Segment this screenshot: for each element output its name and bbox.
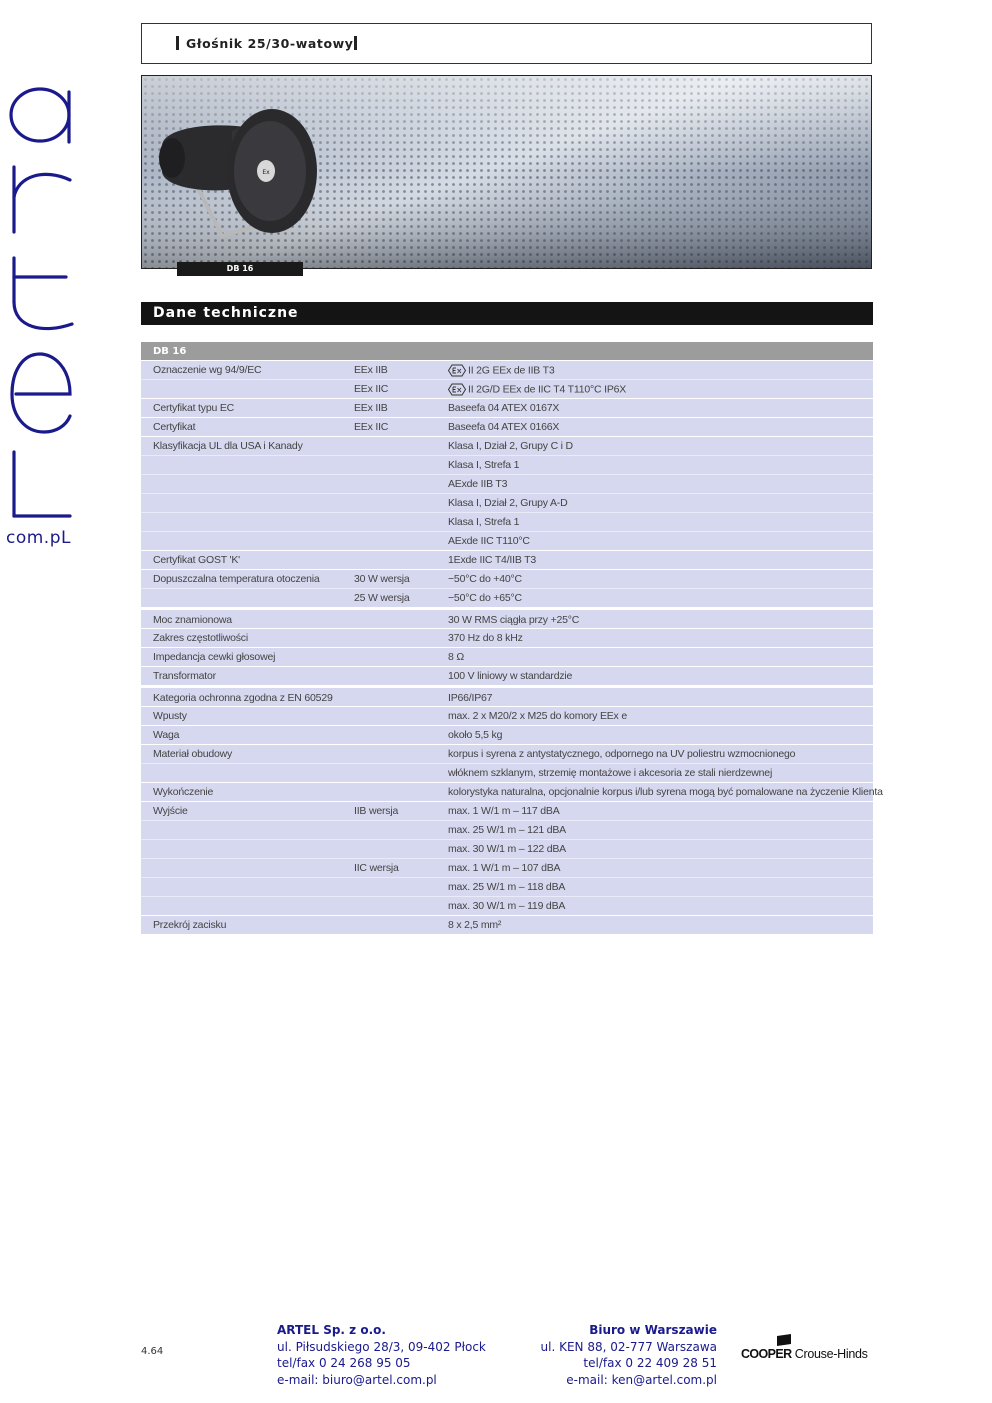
table-row xyxy=(141,647,873,666)
table-row xyxy=(141,820,873,839)
row-value: −50°C do +40°C xyxy=(448,573,522,585)
row-variant: EEx IIB xyxy=(354,364,388,376)
logo-domain: com.pL xyxy=(6,528,71,548)
crouse-hinds-wordmark: Crouse-Hinds xyxy=(791,1347,868,1361)
row-variant: EEx IIB xyxy=(354,402,388,414)
row-value: włóknem szklanym, strzemię montażowe i akcesoria ze stali nierdzewnej xyxy=(448,767,773,779)
table-row xyxy=(141,436,873,455)
table-row xyxy=(141,360,873,379)
row-value: max. 25 W/1 m – 118 dBA xyxy=(448,881,566,893)
table-row xyxy=(141,455,873,474)
spec-table xyxy=(141,342,883,934)
row-value xyxy=(448,383,626,396)
row-label: Certyfikat GOST 'K' xyxy=(153,554,240,566)
row-value: 8 Ω xyxy=(448,651,465,663)
row-label: Kategoria ochronna zgodna z EN 60529 xyxy=(153,692,333,704)
table-row xyxy=(141,569,873,588)
row-value: max. 1 W/1 m – 107 dBA xyxy=(448,862,561,874)
office-address xyxy=(520,1322,717,1388)
row-label: Materiał obudowy xyxy=(153,748,233,760)
row-label: Wykończenie xyxy=(153,786,214,798)
table-row xyxy=(141,685,873,706)
table-row xyxy=(141,607,873,628)
product-label: DB 16 xyxy=(177,262,303,276)
row-label: Certyfikat typu EC xyxy=(153,402,235,414)
row-label: Impedancja cewki głosowej xyxy=(153,651,276,663)
row-value: 30 W RMS ciągła przy +25°C xyxy=(448,614,580,626)
row-label: Klasyfikacja UL dla USA i Kanady xyxy=(153,440,303,452)
section-title: Dane techniczne xyxy=(141,302,873,325)
table-body xyxy=(141,360,883,934)
row-label: Wyjście xyxy=(153,805,188,817)
table-row xyxy=(141,550,873,569)
row-value: max. 1 W/1 m – 117 dBA xyxy=(448,805,560,817)
row-label: Transformator xyxy=(153,670,216,682)
row-value: Baseefa 04 ATEX 0166X xyxy=(448,421,560,433)
table-row xyxy=(141,763,873,782)
row-label: Moc znamionowa xyxy=(153,614,232,626)
office-email[interactable]: e-mail: ken@artel.com.pl xyxy=(566,1372,717,1387)
row-label: Waga xyxy=(153,729,180,741)
cooper-crouse-hinds-logo xyxy=(741,1347,868,1361)
office-phone: tel/fax 0 22 409 28 51 xyxy=(583,1356,717,1370)
row-value: 8 x 2,5 mm² xyxy=(448,919,502,931)
row-value: IP66/IP67 xyxy=(448,692,493,704)
page-number: 4.64 xyxy=(141,1346,164,1357)
product-photo xyxy=(141,75,872,269)
row-value: max. 2 x M20/2 x M25 do komory EEx e xyxy=(448,710,627,722)
ex-hexagon-icon xyxy=(448,364,466,377)
table-row xyxy=(141,398,873,417)
row-label: Zakres częstotliwości xyxy=(153,632,248,644)
row-variant: IIB wersja xyxy=(354,805,399,817)
row-value-text: II 2G/D EEx de IIC T4 T110°C IP6X xyxy=(468,383,627,396)
row-value: Klasa I, Dział 2, Grupy C i D xyxy=(448,440,573,452)
table-row xyxy=(141,877,873,896)
company-name: ARTEL Sp. z o.o. xyxy=(277,1323,386,1337)
table-row xyxy=(141,706,873,725)
row-value: AExde IIC T110°C xyxy=(448,535,530,547)
row-value: około 5,5 kg xyxy=(448,729,503,741)
row-value xyxy=(448,364,554,377)
row-value: korpus i syrena z antystatycznego, odpornego na UV poliestru wzmocnionego xyxy=(448,748,796,760)
row-value: Klasa I, Dział 2, Grupy A-D xyxy=(448,497,568,509)
row-label: Dopuszczalna temperatura otoczenia xyxy=(153,573,320,585)
title-bar-left xyxy=(176,36,179,50)
row-variant: 30 W wersja xyxy=(354,573,410,585)
row-value: 100 V liniowy w standardzie xyxy=(448,670,573,682)
table-row xyxy=(141,379,873,398)
table-row xyxy=(141,588,873,607)
table-row xyxy=(141,666,873,685)
table-row xyxy=(141,744,873,763)
row-value: Klasa I, Strefa 1 xyxy=(448,459,520,471)
table-row xyxy=(141,531,873,550)
row-value: Baseefa 04 ATEX 0167X xyxy=(448,402,560,414)
office-street: ul. KEN 88, 02-777 Warszawa xyxy=(540,1339,717,1354)
cooper-wordmark: COOPER xyxy=(741,1347,792,1361)
row-variant: EEx IIC xyxy=(354,383,389,395)
row-value: max. 30 W/1 m – 119 dBA xyxy=(448,900,566,912)
row-label: Oznaczenie wg 94/9/EC xyxy=(153,364,262,376)
table-row xyxy=(141,725,873,744)
row-value: max. 30 W/1 m – 122 dBA xyxy=(448,843,566,855)
row-value: kolorystyka naturalna, opcjonalnie korpus i/lub syrena mogą być pomalowane na życzenie Klienta xyxy=(448,786,883,798)
table-row xyxy=(141,417,873,436)
table-row xyxy=(141,896,873,915)
row-value: 1Exde IIC T4/IIB T3 xyxy=(448,554,537,566)
table-row xyxy=(141,474,873,493)
row-label: Wpusty xyxy=(153,710,187,722)
row-value: −50°C do +65°C xyxy=(448,592,522,604)
title-bar-right xyxy=(354,36,357,50)
table-row xyxy=(141,493,873,512)
office-name: Biuro w Warszawie xyxy=(589,1323,717,1337)
table-row xyxy=(141,782,883,801)
row-value: max. 25 W/1 m – 121 dBA xyxy=(448,824,566,836)
table-row xyxy=(141,512,873,531)
row-label: Przekrój zacisku xyxy=(153,919,227,931)
company-address xyxy=(277,1322,486,1388)
row-value-text: II 2G EEx de IIB T3 xyxy=(468,364,555,377)
row-variant: 25 W wersja xyxy=(354,592,410,604)
table-row xyxy=(141,801,873,820)
table-row xyxy=(141,839,873,858)
company-phone: tel/fax 0 24 268 95 05 xyxy=(277,1356,411,1370)
row-value: AExde IIB T3 xyxy=(448,478,508,490)
row-label: Certyfikat xyxy=(153,421,196,433)
company-email[interactable]: e-mail: biuro@artel.com.pl xyxy=(277,1372,437,1387)
row-value: 370 Hz do 8 kHz xyxy=(448,632,523,644)
speaker-badge: Ex xyxy=(262,169,270,176)
ex-hexagon-icon xyxy=(448,383,466,396)
row-value: Klasa I, Strefa 1 xyxy=(448,516,520,528)
row-variant: EEx IIC xyxy=(354,421,389,433)
artel-logo xyxy=(4,72,76,552)
table-row xyxy=(141,858,873,877)
title-box xyxy=(141,23,872,64)
table-row xyxy=(141,915,873,934)
row-variant: IIC wersja xyxy=(354,862,399,874)
page-title: Głośnik 25/30-watowy xyxy=(186,36,354,51)
company-street: ul. Piłsudskiego 28/3, 09-402 Płock xyxy=(277,1339,486,1354)
table-row xyxy=(141,628,873,647)
table-header: DB 16 xyxy=(141,342,873,360)
